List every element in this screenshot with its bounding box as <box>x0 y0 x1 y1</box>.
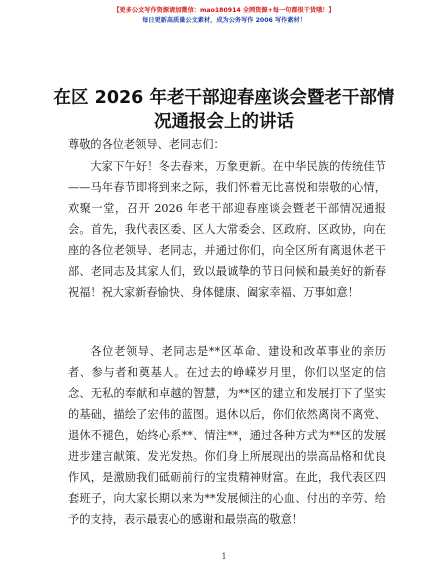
promo-banner <box>0 6 448 26</box>
greeting: 尊敬的各位老领导、老同志们： <box>68 138 225 151</box>
speech-title: 在区 2026 年老干部迎春座谈会暨老干部情况通报会上的讲话 <box>53 88 395 132</box>
promo-banner-line-2: 每日更新高质量公文素材，成为公务写作 2006 写作素材！ <box>142 17 306 24</box>
paragraph-2: 各位老领导、老同志是**区革命、建设和改革事业的亲历者、参与者和奠基人。在过去的峥嵘岁月里，你们以坚定的信念、无私的奉献和卓越的智慧，为**区的建立和发展打下了坚实的基础，描绘了宏伟的蓝图。退休以后，你们依然离岗不离党、退休不褪色，始终心系**、情注**，通过各种方式为**区的发展进步建言献策、发光发热。你们身上所展现出的崇高品格和优良作风，是激励我们砥砺前行的宝贵精神财富。在此，我代表区四套班子，向大家长期以来为**发展倾注的心血、付出的辛劳、给予的支持，表示最衷心的感谢和最崇高的敬意！ <box>68 345 386 526</box>
promo-banner-line-1: 【更多公文写作资源请加微信：mao180914 全网资源+每一句都很干货哦！】 <box>113 7 335 14</box>
page-number: 1 <box>221 552 227 561</box>
paragraph-1: 大家下午好！冬去春来，万象更新。在中华民族的传统佳节——马年春节即将到来之际，我们怀着无比喜悦和崇敬的心情，欢聚一堂，召开 2026 年老干部迎春座谈会暨老干部情况通报会。首先，我代表区委、区人大常委会、区政府、区政协，向在座的各位老领导、老同志，并通过你们，向全区所有离退休老干部、老同志及其家人们，致以最诚挚的节日问候和最美好的新春祝福！祝大家新春愉快、身体健康、阖家幸福、万事如意！ <box>68 160 386 299</box>
